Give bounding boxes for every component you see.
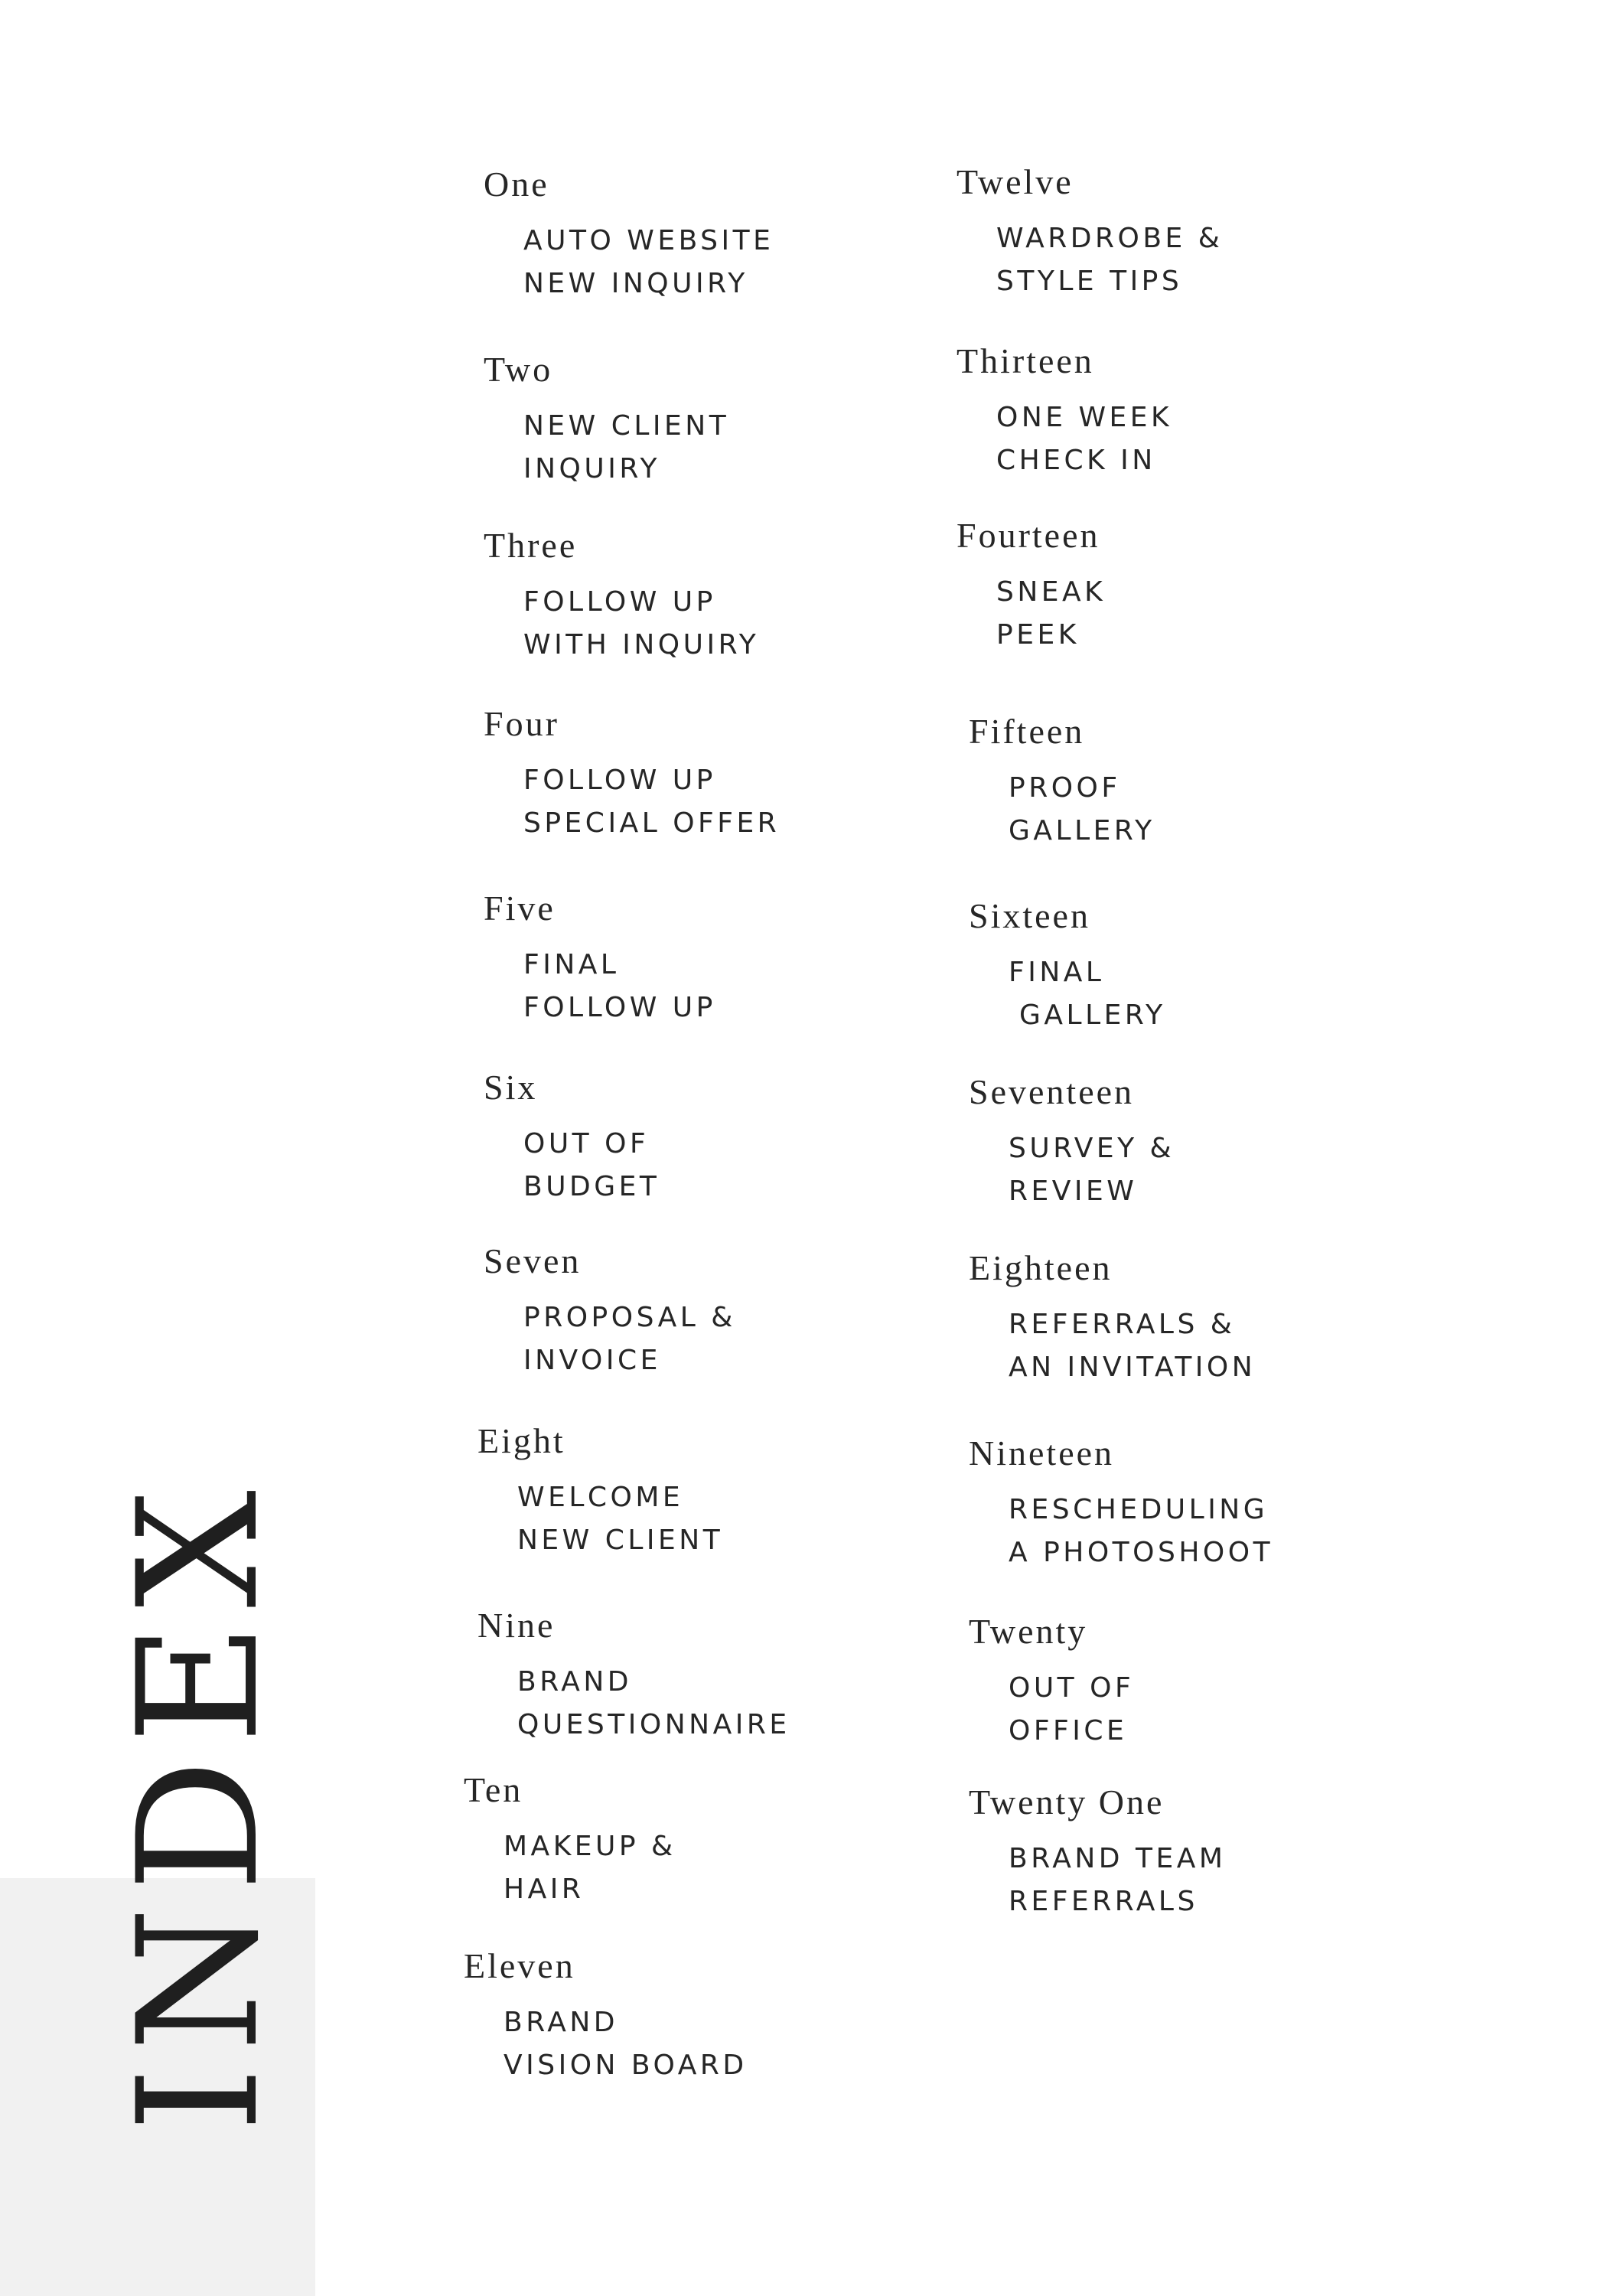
entry-line: FOLLOW UP — [523, 765, 716, 796]
entry-number: Twenty One — [969, 1782, 1165, 1821]
entry-line: QUESTIONNAIRE — [517, 1709, 790, 1740]
entry-line: PROOF — [1009, 772, 1121, 804]
index-entry — [464, 1770, 676, 1911]
entry-line: NEW CLIENT — [517, 1525, 724, 1556]
index-entry — [484, 526, 759, 667]
index-entry — [484, 165, 774, 305]
index-entry — [969, 1612, 1134, 1753]
entry-line: ONE WEEK — [996, 402, 1173, 433]
entry-description — [969, 1838, 1226, 1923]
entry-number: Six — [484, 1068, 538, 1107]
index-entry — [957, 341, 1172, 482]
entry-line: FINAL — [1009, 957, 1105, 988]
entry-line: NEW CLIENT — [523, 410, 730, 442]
entry-description — [464, 1825, 676, 1911]
entry-number: Two — [484, 350, 553, 389]
index-entry — [957, 162, 1223, 303]
entry-description — [484, 1123, 660, 1208]
entry-line: WITH INQUIRY — [523, 629, 760, 660]
entry-description — [484, 759, 780, 845]
entry-line: STYLE TIPS — [996, 266, 1183, 297]
entry-description — [969, 767, 1155, 853]
entry-number: Fifteen — [969, 712, 1085, 751]
index-entry — [969, 1433, 1273, 1574]
entry-description — [477, 1661, 790, 1746]
entry-line: AUTO WEBSITE — [523, 225, 774, 256]
entry-line: BRAND — [504, 2007, 619, 2038]
entry-line: CHECK IN — [996, 445, 1156, 476]
entry-number: One — [484, 165, 549, 204]
entry-number: Twenty — [969, 1612, 1088, 1651]
entry-line: FOLLOW UP — [523, 992, 716, 1023]
entry-description — [957, 396, 1172, 482]
index-entry — [484, 889, 716, 1029]
index-entry — [969, 1782, 1226, 1923]
entry-description — [484, 405, 729, 491]
entry-number: Ten — [464, 1770, 523, 1809]
entry-number: Four — [484, 704, 559, 743]
entry-description — [464, 2001, 748, 2087]
entry-line: OUT OF — [523, 1128, 650, 1159]
index-entry — [969, 712, 1155, 853]
entry-line: GALLERY — [1009, 815, 1155, 846]
entry-description — [969, 1303, 1256, 1389]
index-entry — [957, 516, 1106, 657]
entry-line: SPECIAL OFFER — [523, 807, 781, 839]
entry-number: Eleven — [464, 1946, 575, 1985]
entry-line: FINAL — [523, 949, 620, 980]
entry-line: AN INVITATION — [1009, 1352, 1256, 1383]
entry-number: Thirteen — [957, 341, 1094, 380]
entry-description — [484, 581, 759, 667]
index-entry — [484, 1241, 736, 1382]
entry-line: PEEK — [996, 619, 1080, 651]
entry-description — [484, 944, 716, 1029]
entry-number: Sixteen — [969, 896, 1090, 935]
entry-description — [969, 951, 1166, 1037]
index-entry — [484, 1068, 660, 1208]
entry-line: OFFICE — [1009, 1715, 1128, 1746]
entry-line: MAKEUP & — [504, 1831, 676, 1862]
entry-number: Eight — [477, 1421, 565, 1460]
index-title: INDEX — [103, 1475, 295, 2132]
entry-line: SURVEY & — [1009, 1133, 1175, 1164]
entry-line: A PHOTOSHOOT — [1009, 1537, 1274, 1568]
entry-line: BRAND TEAM — [1009, 1843, 1227, 1874]
entry-line: REFERRALS & — [1009, 1309, 1236, 1340]
index-entry — [969, 1072, 1175, 1213]
entry-line: BUDGET — [523, 1171, 660, 1202]
entry-number: Seventeen — [969, 1072, 1135, 1111]
entry-description — [957, 571, 1106, 657]
entry-number: Seven — [484, 1241, 582, 1280]
entry-line: SNEAK — [996, 576, 1106, 608]
entry-line: GALLERY — [1019, 1000, 1166, 1031]
entry-line: RESCHEDULING — [1009, 1494, 1269, 1525]
entry-line: NEW INQUIRY — [523, 268, 748, 299]
entry-description — [969, 1667, 1134, 1753]
entry-number: Nineteen — [969, 1433, 1115, 1473]
index-entry — [464, 1946, 748, 2087]
entry-line: OUT OF — [1009, 1672, 1135, 1704]
entry-number: Fourteen — [957, 516, 1100, 555]
index-entry — [484, 350, 729, 491]
entry-number: Five — [484, 889, 556, 928]
entry-description — [484, 220, 774, 305]
entry-number: Nine — [477, 1606, 556, 1645]
entry-description — [477, 1476, 723, 1562]
entry-number: Three — [484, 526, 578, 565]
index-entry — [477, 1606, 790, 1746]
index-entry — [477, 1421, 723, 1562]
entry-line: INVOICE — [523, 1345, 661, 1376]
index-entry — [969, 1248, 1256, 1389]
entry-line: WELCOME — [517, 1482, 684, 1513]
index-entry — [484, 704, 780, 845]
entry-number: Eighteen — [969, 1248, 1113, 1287]
entry-line: REVIEW — [1009, 1176, 1138, 1207]
entry-description — [957, 217, 1223, 303]
entry-line: HAIR — [504, 1874, 585, 1905]
entry-line: FOLLOW UP — [523, 586, 716, 618]
entry-description — [484, 1296, 736, 1382]
entry-line: VISION BOARD — [504, 2050, 748, 2081]
entry-line: WARDROBE & — [996, 223, 1224, 254]
entry-description — [969, 1489, 1273, 1574]
entry-number: Twelve — [957, 162, 1074, 201]
index-entry — [969, 896, 1166, 1037]
entry-line: PROPOSAL & — [523, 1302, 736, 1333]
entry-line: INQUIRY — [523, 453, 661, 484]
entry-description — [969, 1127, 1175, 1213]
entry-line: REFERRALS — [1009, 1886, 1198, 1917]
entry-line: BRAND — [517, 1666, 633, 1698]
